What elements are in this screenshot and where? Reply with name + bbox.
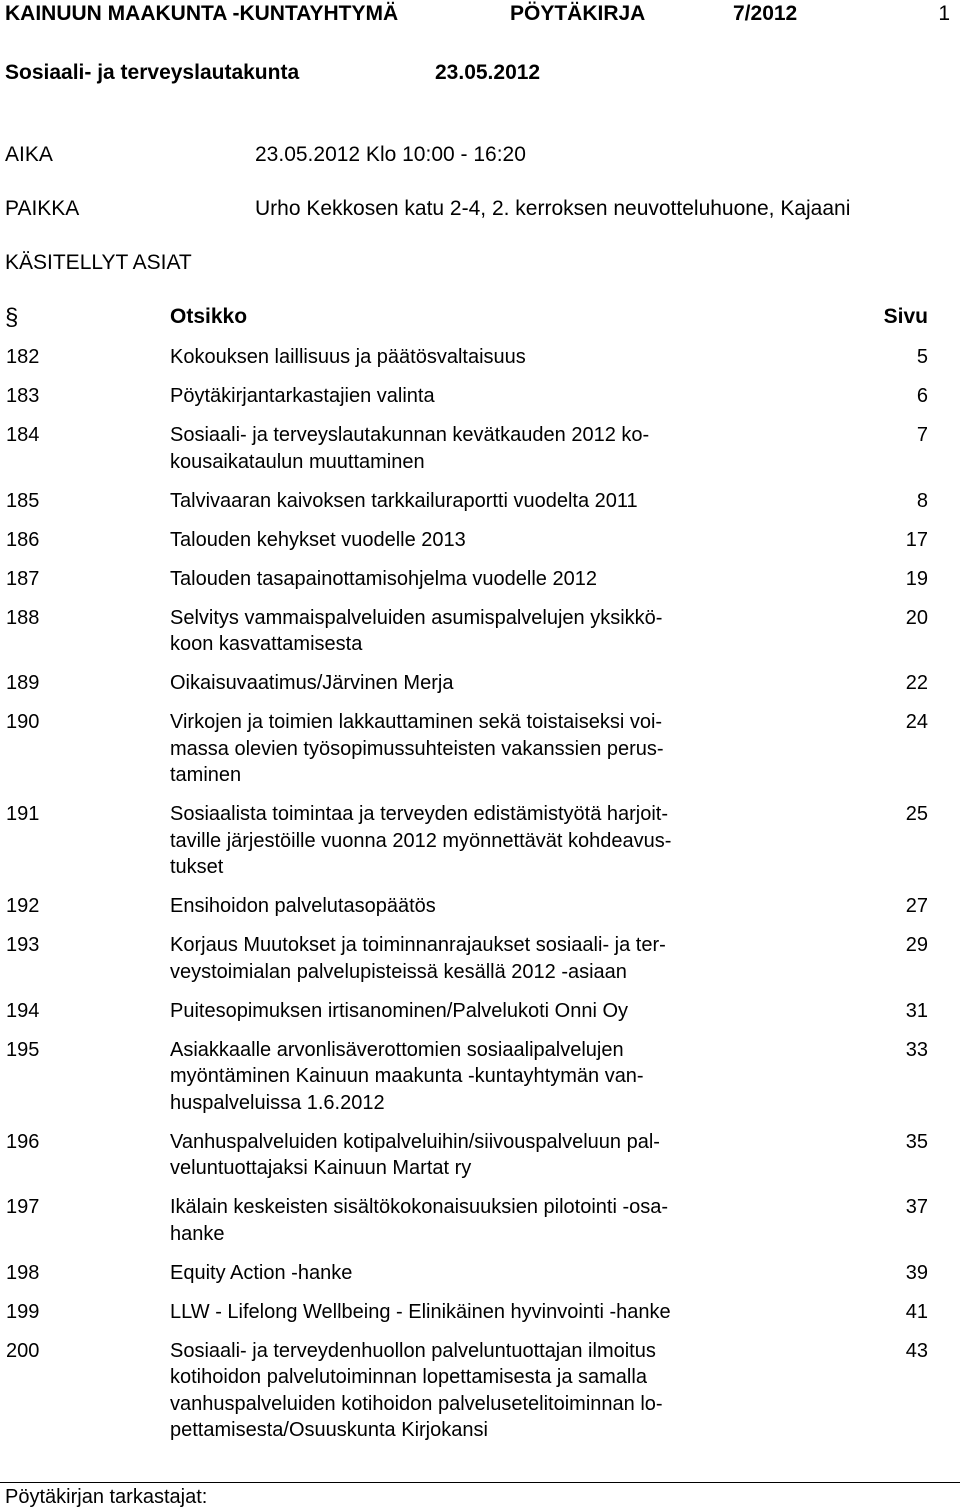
list-item: [0, 1260, 960, 1287]
aika-value: 23.05.2012 Klo 10:00 - 16:20: [255, 143, 526, 166]
item-title: Talvivaaran kaivoksen tarkkailuraportti vuodelta 2011: [170, 489, 638, 512]
page-number: 1: [938, 2, 950, 25]
item-page: 29: [905, 934, 928, 956]
section-symbol: §: [5, 304, 19, 331]
item-number: 188: [6, 606, 40, 629]
item-number: 200: [6, 1339, 40, 1362]
item-title: Sosiaalista toimintaa ja terveyden edistämistyötä harjoit- taville järjestöille vuonna 2012 myönnettävät kohdeavus- tukset: [170, 803, 672, 878]
item-number: 182: [6, 346, 40, 368]
item-page: 8: [916, 489, 928, 512]
item-title: Virkojen ja toimien lakkauttaminen sekä toistaiseksi voi- massa olevien työsopimussuhteisten vakanssien perus- taminen: [170, 711, 664, 786]
list-item: [0, 932, 960, 985]
list-item: [0, 605, 960, 658]
item-number: 186: [6, 528, 40, 551]
item-title: Selvitys vammaispalveluiden asumispalvelujen yksikkö- koon kasvattamisesta: [170, 606, 663, 655]
paikka-label: PAIKKA: [5, 197, 80, 220]
item-number: 185: [6, 489, 40, 512]
committee-name: Sosiaali- ja terveyslautakunta: [5, 61, 300, 84]
item-page: 33: [905, 1038, 928, 1061]
item-number: 195: [6, 1038, 40, 1061]
document-number: 7/2012: [733, 2, 798, 25]
item-title: Pöytäkirjantarkastajien valinta: [170, 385, 435, 407]
list-item: [0, 998, 960, 1025]
item-page: 43: [905, 1339, 928, 1362]
list-item: [0, 1338, 960, 1444]
item-title: Talouden tasapainottamisohjelma vuodelle 2012: [170, 567, 597, 590]
item-title: Ensihoidon palvelutasopäätös: [170, 895, 436, 917]
aika-label: AIKA: [5, 143, 53, 166]
list-item: [0, 670, 960, 697]
item-title: Talouden kehykset vuodelle 2013: [170, 528, 466, 551]
item-number: 199: [6, 1300, 40, 1323]
item-title: Kokouksen laillisuus ja päätösvaltaisuus: [170, 346, 526, 368]
item-number: 192: [6, 895, 40, 917]
item-page: 7: [916, 424, 928, 446]
list-item: [0, 383, 960, 410]
list-item: [0, 344, 960, 371]
organization-name: KAINUUN MAAKUNTA -KUNTAYHTYMÄ: [5, 2, 399, 25]
item-number: 196: [6, 1130, 40, 1153]
item-title: Puitesopimuksen irtisanominen/Palvelukoti Onni Oy: [170, 999, 628, 1022]
item-page: 35: [905, 1130, 928, 1153]
item-page: 19: [905, 567, 928, 590]
table-of-contents: [0, 344, 960, 1456]
item-title: Asiakkaalle arvonlisäverottomien sosiaalipalvelujen myöntäminen Kainuun maakunta -kuntayhtymän van- huspalveluissa 1.6.2012: [170, 1038, 644, 1114]
item-title: Vanhuspalveluiden kotipalveluihin/siivouspalveluun pal- veluntuottajaksi Kainuun Martat ry: [170, 1130, 660, 1179]
item-number: 198: [6, 1261, 40, 1284]
list-item: [0, 1194, 960, 1247]
item-page: 25: [905, 803, 928, 825]
item-page: 24: [905, 711, 928, 733]
list-item: [0, 709, 960, 789]
document-type: PÖYTÄKIRJA: [510, 2, 646, 25]
column-header-page: Sivu: [883, 305, 928, 328]
item-page: 37: [905, 1196, 928, 1218]
item-page: 20: [905, 606, 928, 629]
list-item: [0, 801, 960, 881]
item-number: 187: [6, 567, 40, 590]
item-page: 5: [916, 346, 928, 368]
item-page: 39: [905, 1261, 928, 1284]
item-number: 191: [6, 803, 40, 825]
item-title: Ikälain keskeisten sisältökokonaisuuksien pilotointi -osa- hanke: [170, 1196, 669, 1245]
list-item: [0, 488, 960, 515]
paikka-value: Urho Kekkosen katu 2-4, 2. kerroksen neuvotteluhuone, Kajaani: [255, 197, 851, 220]
section-title: KÄSITELLYT ASIAT: [5, 251, 192, 274]
list-item: [0, 422, 960, 475]
item-number: 189: [6, 672, 40, 694]
item-page: 17: [905, 528, 928, 551]
list-item: [0, 1129, 960, 1182]
item-page: 27: [905, 895, 928, 917]
footer-rule: [0, 1482, 960, 1483]
list-item: [0, 893, 960, 920]
item-page: 22: [905, 672, 928, 694]
item-title: Equity Action -hanke: [170, 1261, 353, 1284]
item-page: 31: [905, 999, 928, 1022]
item-title: Sosiaali- ja terveyslautakunnan kevätkauden 2012 ko- kousaikataulun muuttaminen: [170, 424, 650, 473]
item-title: LLW - Lifelong Wellbeing - Elinikäinen hyvinvointi -hanke: [170, 1300, 671, 1323]
item-number: 197: [6, 1196, 40, 1218]
item-page: 41: [905, 1300, 928, 1323]
item-number: 184: [6, 424, 40, 446]
item-number: 193: [6, 934, 40, 956]
column-header-title: Otsikko: [170, 305, 248, 328]
item-number: 190: [6, 711, 40, 733]
item-number: 183: [6, 385, 40, 407]
list-item: [0, 527, 960, 554]
list-item: [0, 566, 960, 593]
item-number: 194: [6, 999, 40, 1022]
footer-label: Pöytäkirjan tarkastajat:: [5, 1486, 208, 1508]
item-title: Korjaus Muutokset ja toiminnanrajaukset sosiaali- ja ter- veystoimialan palvelupisteissä kesällä 2012 -asiaan: [170, 934, 666, 983]
list-item: [0, 1037, 960, 1117]
item-title: Sosiaali- ja terveydenhuollon palveluntuottajan ilmoitus kotihoidon palvelutoiminnan lopettamisesta ja samalla vanhuspalveluiden kotihoidon palvelusetelitoiminnan lo- pettamisesta/Osuuskunta Kirjokansi: [170, 1339, 663, 1441]
list-item: [0, 1299, 960, 1326]
item-page: 6: [916, 385, 928, 407]
meeting-date: 23.05.2012: [435, 61, 541, 84]
item-title: Oikaisuvaatimus/Järvinen Merja: [170, 672, 454, 694]
